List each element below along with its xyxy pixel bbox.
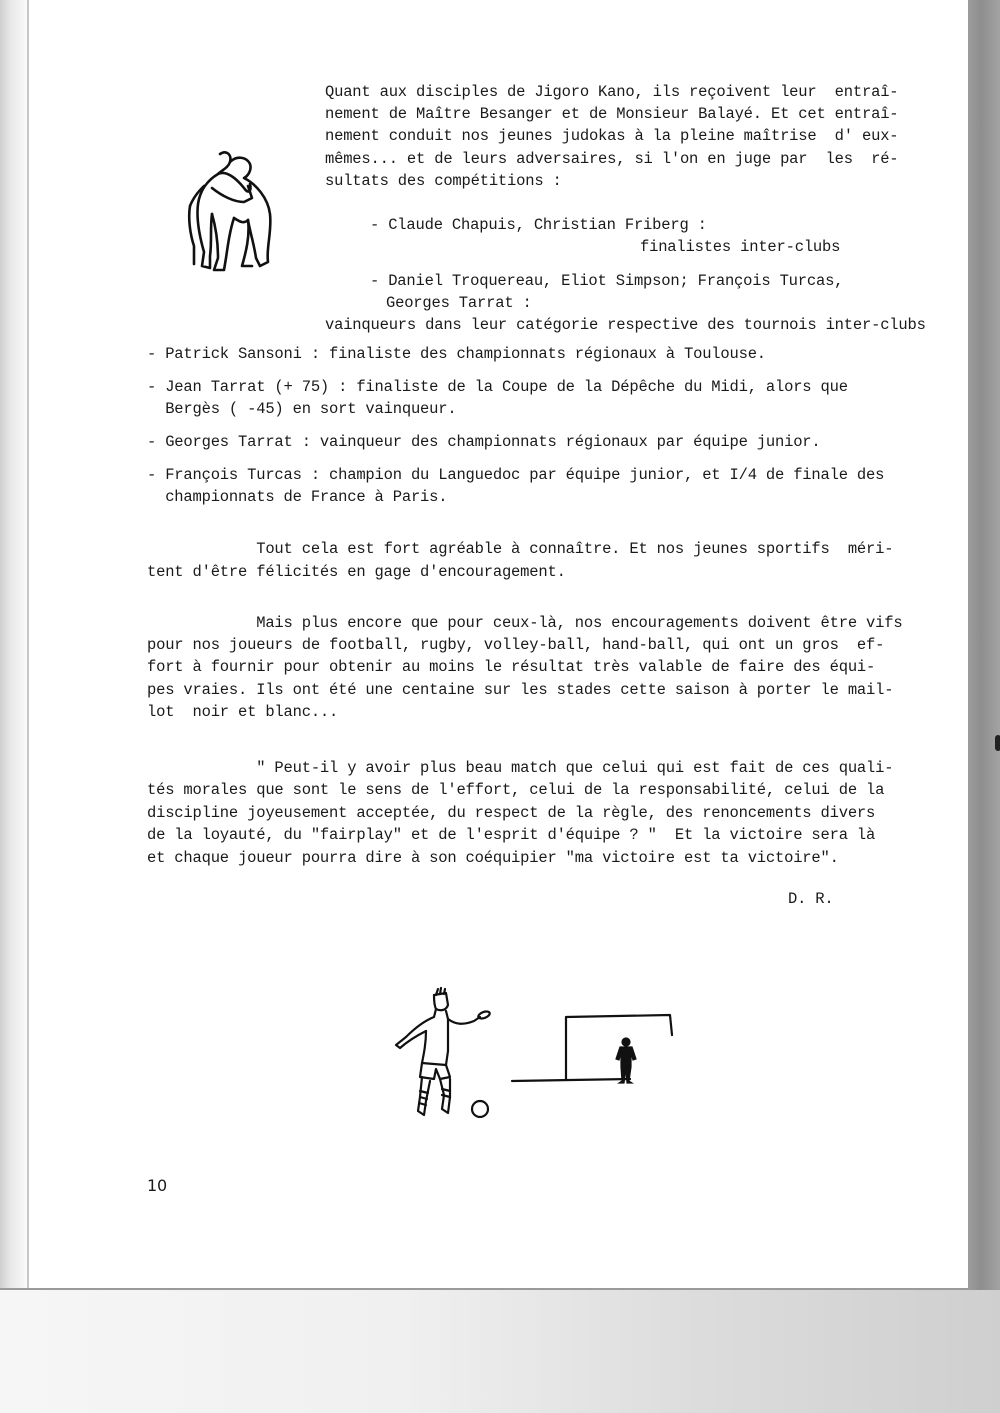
result-item: - Jean Tarrat (+ 75) : finaliste de la Coupe de la Dépêche du Midi, alors que xyxy=(147,378,848,396)
scan-background xyxy=(0,1290,1000,1413)
result-names-continued: Georges Tarrat : xyxy=(386,294,532,312)
paragraph-line: " Peut-il y avoir plus beau match que celui qui est fait de ces quali- xyxy=(147,759,894,777)
result-names: - Daniel Troquereau, Eliot Simpson; François Turcas, xyxy=(370,272,844,290)
paragraph-line: pes vraies. Ils ont été une centaine sur les stades cette saison à porter le mail- xyxy=(147,681,894,699)
signature: D. R. xyxy=(788,890,834,908)
page-binding-line xyxy=(27,0,29,1288)
paragraph-line: pour nos joueurs de football, rugby, volley-ball, hand-ball, qui ont un gros ef- xyxy=(147,636,885,654)
intro-line: nement conduit nos jeunes judokas à la pleine maîtrise d' eux- xyxy=(325,127,899,145)
result-names: - Claude Chapuis, Christian Friberg : xyxy=(370,216,707,234)
paragraph-line: de la loyauté, du "fairplay" et de l'esprit d'équipe ? " Et la victoire sera là xyxy=(147,826,876,844)
scan-right-edge xyxy=(968,0,1000,1290)
paragraph-line: lot noir et blanc... xyxy=(147,703,339,721)
paragraph-line: Mais plus encore que pour ceux-là, nos encouragements doivent être vifs xyxy=(147,614,903,632)
result-item-cont: championnats de France à Paris. xyxy=(147,488,448,506)
football-kick-icon xyxy=(384,985,684,1120)
intro-line: Quant aux disciples de Jigoro Kano, ils reçoivent leur entraî- xyxy=(325,83,899,101)
result-outcome: vainqueurs dans leur catégorie respective des tournois inter-clubs xyxy=(325,316,926,334)
intro-line: nement de Maître Besanger et de Monsieur Balayé. Et cet entraî- xyxy=(325,105,899,123)
page-binding-shadow xyxy=(0,0,30,1288)
paragraph-line: fort à fournir pour obtenir au moins le résultat très valable de faire des équi- xyxy=(147,658,876,676)
paragraph-line: discipline joyeusement acceptée, du respect de la règle, des renoncements divers xyxy=(147,804,876,822)
intro-line: sultats des compétitions : xyxy=(325,172,562,190)
result-item: - Georges Tarrat : vainqueur des championnats régionaux par équipe junior. xyxy=(147,433,821,451)
paragraph-line: et chaque joueur pourra dire à son coéquipier "ma victoire est ta victoire". xyxy=(147,849,839,867)
result-item-cont: Bergès ( -45) en sort vainqueur. xyxy=(147,400,457,418)
result-item: - François Turcas : champion du Languedoc par équipe junior, et I/4 de finale des xyxy=(147,466,885,484)
page-number: 10 xyxy=(147,1176,167,1195)
scan-edge-mark xyxy=(995,735,1000,751)
paragraph-line: Tout cela est fort agréable à connaître. Et nos jeunes sportifs méri- xyxy=(147,540,894,558)
judo-wrestlers-icon xyxy=(178,148,278,274)
paragraph-line: tés morales que sont le sens de l'effort, celui de la responsabilité, celui de la xyxy=(147,781,885,799)
result-item: - Patrick Sansoni : finaliste des championnats régionaux à Toulouse. xyxy=(147,345,766,363)
paragraph-line: tent d'être félicités en gage d'encouragement. xyxy=(147,563,566,581)
result-outcome: finalistes inter-clubs xyxy=(640,238,841,256)
intro-line: mêmes... et de leurs adversaires, si l'on en juge par les ré- xyxy=(325,150,899,168)
